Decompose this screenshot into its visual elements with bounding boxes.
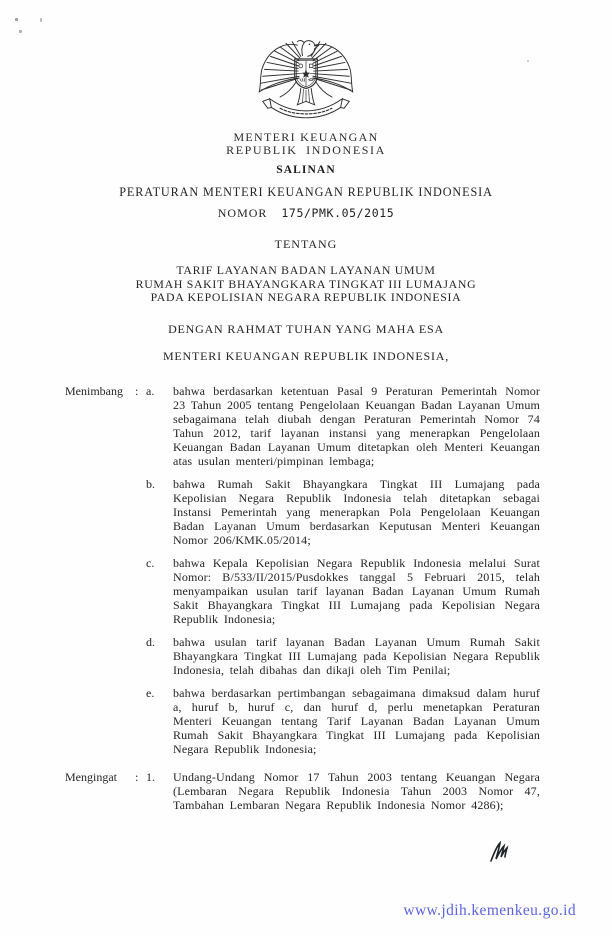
- subject-title: [0, 264, 612, 305]
- nomor-value: 175/PMK.05/2015: [281, 206, 395, 220]
- menimbang-item-c: [146, 556, 540, 626]
- mengingat-colon: :: [135, 769, 139, 784]
- menimbang-item-d: [146, 635, 540, 677]
- item-marker: e.: [146, 685, 155, 700]
- garuda-pancasila-emblem-icon: [254, 33, 358, 123]
- item-text: bahwa usulan tarif layanan Badan Layanan Umum Rumah Sakit Bhayangkara Tingkat III Lumajang pada Kepolisian Negara Republik Indonesia, telah dibahas dan dikaji oleh Tim Penilai;: [173, 634, 540, 677]
- clauses-block: [0, 384, 612, 812]
- mengingat-label: Mengingat: [65, 769, 117, 784]
- tentang-label: TENTANG: [274, 237, 338, 251]
- scan-speck: [40, 18, 42, 22]
- menimbang-section: [65, 384, 540, 756]
- scan-speck: [19, 30, 22, 33]
- item-marker: b.: [146, 476, 155, 491]
- scan-speck: [15, 18, 18, 21]
- item-text: bahwa Kepala Kepolisian Negara Republik Indonesia melalui Surat Nomor: B/533/II/2015/Pusdokkes tanggal 5 Februari 2015, telah menyampaikan usulan tarif layanan Badan Layanan Umum Rumah Sakit Bhayangkara Tingkat III Lumajang pada Kepolisian Negara Republik Indonesia;: [173, 555, 540, 626]
- item-marker: a.: [146, 383, 155, 398]
- item-marker: c.: [146, 555, 155, 570]
- regulation-title: PERATURAN MENTERI KEUANGAN REPUBLIK INDONESIA: [119, 185, 493, 199]
- paraf-initials-mark: [487, 840, 513, 864]
- item-text: bahwa Rumah Sakit Bhayangkara Tingkat III Lumajang pada Kepolisian Negara Republik Indonesia telah ditetapkan sebagai Instansi Pemerintah yang menerapkan Pola Pengelolaan Keuangan Badan Layanan Umum berdasarkan Keputusan Menteri Keuangan Nomor 206/KMK.05/2014;: [173, 476, 540, 547]
- item-marker: d.: [146, 634, 155, 649]
- republic-name: REPUBLIK INDONESIA: [226, 142, 386, 157]
- menimbang-items: [146, 384, 540, 756]
- menimbang-item-b: [146, 477, 540, 547]
- menimbang-colon: :: [135, 383, 139, 398]
- salinan-label: SALINAN: [276, 164, 336, 176]
- ministry-name: MENTERI KEUANGAN: [233, 130, 379, 144]
- subject-line-1: TARIF LAYANAN BADAN LAYANAN UMUM: [176, 263, 436, 277]
- menimbang-label: Menimbang: [65, 383, 123, 398]
- menimbang-item-a: [146, 384, 540, 468]
- invocation-line: DENGAN RAHMAT TUHAN YANG MAHA ESA: [168, 321, 444, 336]
- item-text: bahwa berdasarkan pertimbangan sebagaimana dimaksud dalam huruf a, huruf b, huruf c, dan huruf d, perlu menetapkan Peraturan Menteri Keuangan tentang Tarif Layanan Badan Layanan Umum Rumah Sakit Bhayangkara Tingkat III Lumajang pada Kepolisian Negara Republik Indonesia;: [173, 685, 540, 756]
- mengingat-item-1: [146, 770, 540, 812]
- item-text: Undang-Undang Nomor 17 Tahun 2003 tentang Keuangan Negara (Lembaran Negara Republik Indonesia Tahun 2003 Nomor 47, Tambahan Lembaran Negara Republik Indonesia Nomor 4286);: [173, 769, 540, 812]
- scan-speck: [527, 60, 529, 62]
- subject-line-2: RUMAH SAKIT BHAYANGKARA TINGKAT III LUMAJANG: [135, 276, 477, 291]
- mengingat-items: [146, 770, 540, 812]
- item-marker: 1.: [146, 769, 155, 784]
- item-text: bahwa berdasarkan ketentuan Pasal 9 Peraturan Pemerintah Nomor 23 Tahun 2005 tentang Pengelolaan Keuangan Badan Layanan Umum sebagaimana telah diubah dengan Peraturan Pemerintah Nomor 74 Tahun 2012, tarif layanan instansi yang menerapkan Pengelolaan Keuangan Badan Layanan Umum ditetapkan oleh Menteri Keuangan atas usulan menteri/pimpinan lembaga;: [173, 383, 540, 468]
- letterhead: [0, 0, 612, 156]
- mengingat-section: [65, 770, 540, 812]
- nomor-row: [0, 206, 612, 221]
- menimbang-item-e: [146, 686, 540, 756]
- jdih-kemenkeu-link[interactable]: www.jdih.kemenkeu.go.id: [403, 902, 576, 919]
- subject-line-3: PADA KEPOLISIAN NEGARA REPUBLIK INDONESIA: [150, 290, 462, 305]
- authority-line: MENTERI KEUANGAN REPUBLIK INDONESIA,: [162, 348, 450, 363]
- nomor-label: NOMOR: [217, 206, 268, 220]
